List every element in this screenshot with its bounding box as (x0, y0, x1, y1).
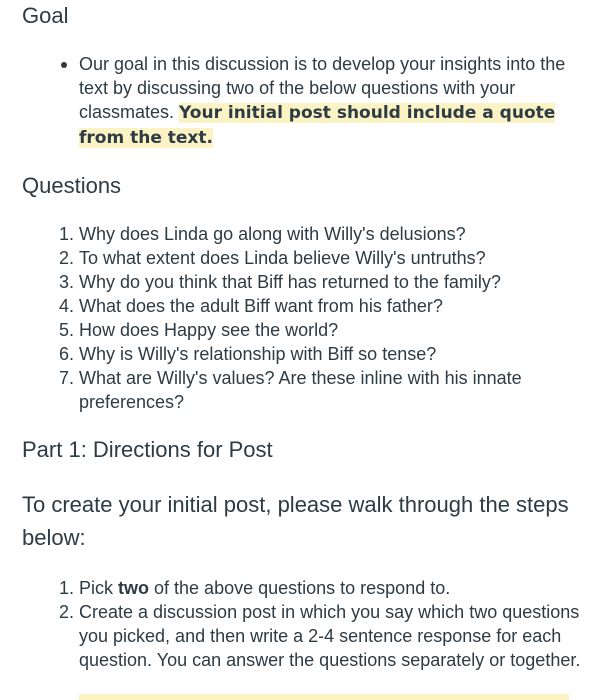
step-emphasis: two (118, 578, 150, 598)
part1-heading: Part 1: Directions for Post (22, 437, 273, 462)
goal-heading: Goal (22, 3, 69, 28)
questions-heading: Questions (22, 173, 122, 198)
question-item: 5. How does Happy see the world? (79, 318, 592, 342)
question-item: 1. Why does Linda go along with Willy's delusions? (79, 222, 592, 246)
question-item: 2. To what extent does Linda believe Willy's untruths? (79, 246, 592, 270)
step-item (79, 576, 592, 600)
goal-bullet-text: Our goal in this discussion is to develop your insights into the text by discussing two of the below questions with your classmates. (79, 54, 566, 122)
step-item: 2. Create a discussion post in which you say which two questions you picked, and then write a 2-4 sentence response for each question. You can answer the questions separately or together. (79, 600, 592, 672)
steps-list (22, 576, 592, 672)
directions-intro: To create your initial post, please walk through the steps below: (22, 492, 569, 550)
question-item: 3. Why do you think that Biff has returned to the family? (79, 270, 592, 294)
questions-list (22, 222, 592, 414)
step-text: Pick (79, 578, 119, 598)
step-text: of the above questions to respond to. (149, 578, 451, 598)
cutoff-highlight-strip (79, 694, 569, 700)
question-item: 7. What are Willy's values? Are these inline with his innate preferences? (79, 366, 592, 414)
question-item: 6. Why is Willy's relationship with Biff so tense? (79, 342, 592, 366)
question-item: 4. What does the adult Biff want from his father? (79, 294, 592, 318)
goal-list (22, 52, 592, 150)
goal-bullet (79, 52, 592, 150)
goal-bullet-highlight: Your initial post should include a quote from the text. (79, 103, 556, 148)
